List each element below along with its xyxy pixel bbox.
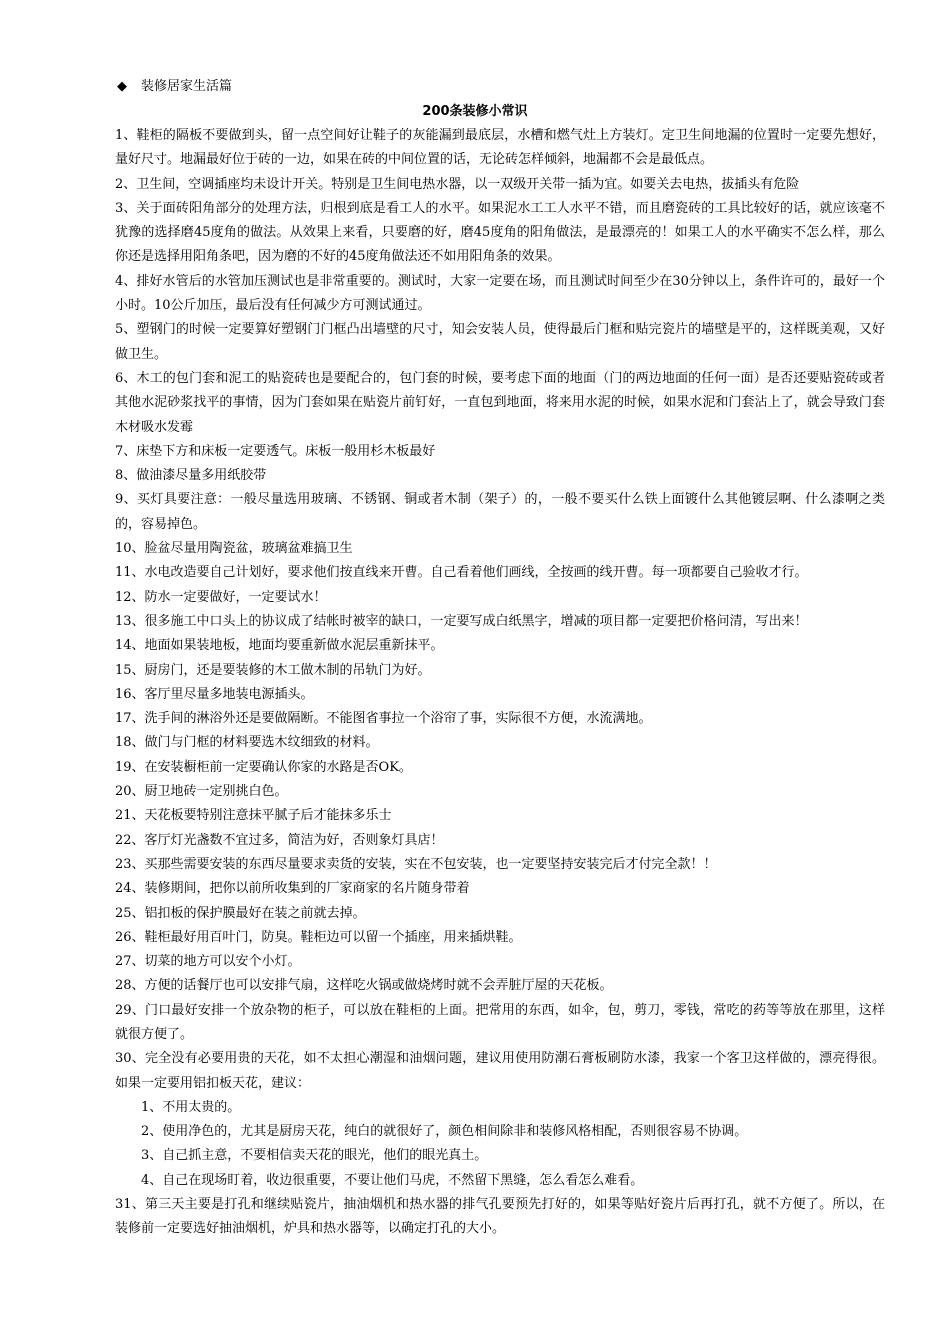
document-title: 200条装修小常识 (422, 104, 528, 119)
list-item: 28、方便的话餐厅也可以安排气扇，这样吃火锅或做烧烤时就不会弄脏厅屋的天花板。 (115, 978, 613, 994)
list-item: 27、切菜的地方可以安个小灯。 (115, 954, 301, 970)
list-item: 20、厨卫地砖一定别挑白色。 (115, 784, 288, 800)
section-label: 装修居家生活篇 (141, 79, 233, 94)
list-item: 3、关于面砖阳角部分的处理方法，归根到底是看工人的水平。如果泥水工工人水平不错，而且磨瓷砖的工具比较好的话，就应该毫不犹豫的选择磨45度角的做法。从效果上来看，只要磨的好，磨45度角的阳角做法，是最漂亮的！如果工人的水平确实不怎么样，那么你还是选择用阳角条吧，因为磨的不好的45度角做法还不如用阳角条的效果。 (115, 200, 885, 265)
list-item: 10、脸盆尽量用陶瓷盆，玻璃盆难搞卫生 (115, 541, 353, 557)
list-item: 5、塑钢门的时候一定要算好塑钢门门框凸出墙壁的尺寸，知会安装人员，使得最后门框和贴完瓷片的墙壁是平的，这样既美观，又好做卫生。 (115, 322, 885, 362)
list-item: 25、铝扣板的保护膜最好在装之前就去掉。 (115, 905, 366, 921)
list-item: 6、木工的包门套和泥工的贴瓷砖也是要配合的，包门套的时候，要考虑下面的地面（门的两边地面的任何一面）是否还要贴瓷砖或者其他水泥砂浆找平的事情，因为门套如果在贴瓷片前钉好，一直包到地面，将来用水泥的时候，如果水泥和门套沾上了，就会导致门套木材吸水发霉 (115, 370, 885, 435)
document-body (115, 124, 885, 1242)
list-item: 12、防水一定要做好，一定要试水！ (115, 589, 327, 605)
diamond-bullet-icon: ◆ (117, 79, 127, 94)
list-item: 21、天花板要特别注意抹平腻子后才能抹多乐士 (115, 808, 392, 824)
sub-list-item: 1、不用太贵的。 (141, 1099, 241, 1115)
list-item: 30、完全没有必要用贵的天花，如不太担心潮湿和油烟问题，建议用使用防潮石膏板刷防水漆，我家一个客卫这样做的，漂亮得很。如果一定要用铝扣板天花，建议： (115, 1051, 885, 1091)
list-item: 1、鞋柜的隔板不要做到头，留一点空间好让鞋子的灰能漏到最底层，水槽和燃气灶上方装灯。定卫生间地漏的位置时一定要先想好，量好尺寸。地漏最好位于砖的一边，如果在砖的中间位置的话，无论砖怎样倾斜，地漏都不会是最低点。 (115, 128, 885, 168)
list-item: 14、地面如果装地板，地面均要重新做水泥层重新抹平。 (115, 638, 444, 654)
list-item: 26、鞋柜最好用百叶门，防臭。鞋柜边可以留一个插座，用来插烘鞋。 (115, 929, 522, 945)
list-item: 13、很多施工中口头上的协议成了结帐时被宰的缺口，一定要写成白纸黑字，增减的项目都一定要把价格问清，写出来！ (115, 613, 808, 629)
list-item: 31、第三天主要是打孔和继续贴瓷片，抽油烟机和热水器的排气孔要预先打好的，如果等贴好瓷片后再打孔，就不方便了。所以，在装修前一定要选好抽油烟机，炉具和热水器等，以确定打孔的大小。 (115, 1197, 885, 1237)
list-item: 2、卫生间，空调插座均未设计开关。特别是卫生间电热水器，以一双级开关带一插为宜。如要关去电热，拔插头有危险 (115, 176, 800, 192)
list-item: 4、排好水管后的水管加压测试也是非常重要的。测试时，大家一定要在场，而且测试时间至少在30分钟以上，条件许可的，最好一个小时。10公斤加压，最后没有任何减少方可测试通过。 (115, 273, 885, 314)
sub-list-item: 2、使用净色的，尤其是厨房天花，纯白的就很好了，颜色相间除非和装修风格相配，否则很容易不协调。 (141, 1124, 748, 1140)
list-item: 7、床垫下方和床板一定要透气。床板一般用杉木板最好 (115, 443, 436, 459)
section-heading (117, 76, 232, 98)
list-item: 15、厨房门，还是要装修的木工做木制的吊轨门为好。 (115, 662, 431, 678)
list-item: 19、在安装橱柜前一定要确认你家的水路是否OK。 (115, 759, 412, 775)
list-item: 23、买那些需要安装的东西尽量要求卖货的安装，实在不包安装，也一定要坚持安装完后才付完全款！！ (115, 856, 717, 872)
list-item: 22、客厅灯光盏数不宜过多，简洁为好，否则象灯具店！ (115, 832, 444, 848)
list-item: 18、做门与门框的材料要选木纹细致的材料。 (115, 735, 379, 751)
sub-list-item: 3、自己抓主意，不要相信卖天花的眼光，他们的眼光真土。 (141, 1148, 488, 1164)
list-item: 29、门口最好安排一个放杂物的柜子，可以放在鞋柜的上面。把常用的东西，如伞，包，剪刀，零钱，常吃的药等等放在那里，这样就很方便了。 (115, 1002, 885, 1042)
list-item: 16、客厅里尽量多地装电源插头。 (115, 686, 314, 702)
list-item: 11、水电改造要自己计划好，要求他们按直线来开曹。自己看着他们画线，全按画的线开曹。每一项都要自己验收才行。 (115, 565, 808, 581)
sub-list-item: 4、自己在现场盯着，收边很重要，不要让他们马虎，不然留下黑缝，怎么看怎么难看。 (141, 1172, 644, 1188)
list-item: 17、洗手间的淋浴外还是要做隔断。不能图省事拉一个浴帘了事，实际很不方便，水流满地。 (115, 711, 652, 727)
list-item: 8、做油漆尽量多用纸胶带 (115, 468, 267, 484)
list-item: 9、买灯具要注意：一般尽量选用玻璃、不锈钢、铜或者木制（架子）的，一般不要买什么铁上面镀什么其他镀层啊、什么漆啊之类的，容易掉色。 (115, 492, 885, 532)
list-item: 24、装修期间，把你以前所收集到的厂家商家的名片随身带着 (115, 881, 470, 897)
